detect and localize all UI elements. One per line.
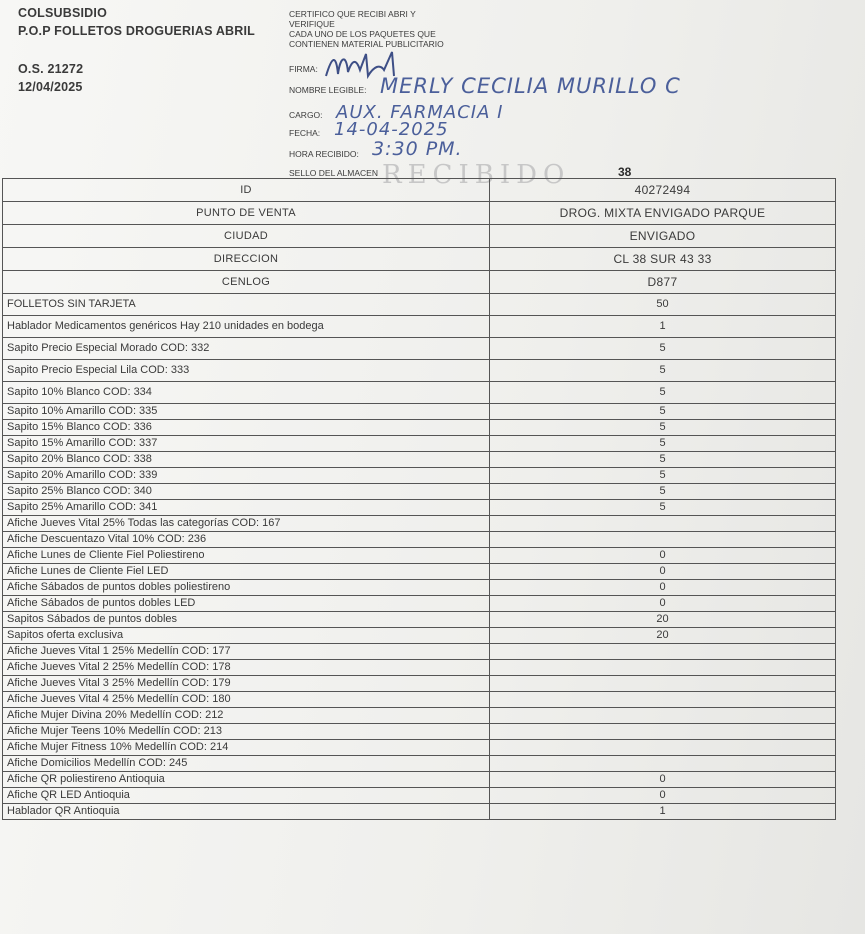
item-label: Sapito 10% Blanco COD: 334 — [3, 382, 490, 404]
item-label: Sapito 25% Amarillo COD: 341 — [3, 500, 490, 516]
item-quantity — [490, 644, 836, 660]
item-quantity — [490, 692, 836, 708]
item-quantity: 5 — [490, 452, 836, 468]
item-label: Sapito 15% Blanco COD: 336 — [3, 420, 490, 436]
item-quantity: 0 — [490, 548, 836, 564]
item-label: Afiche Descuentazo Vital 10% COD: 236 — [3, 532, 490, 548]
item-label: Afiche Lunes de Cliente Fiel Poliestireno — [3, 548, 490, 564]
item-row — [3, 772, 836, 788]
item-row — [3, 596, 836, 612]
item-row — [3, 468, 836, 484]
item-row — [3, 500, 836, 516]
info-row — [3, 271, 836, 294]
info-row — [3, 179, 836, 202]
item-quantity: 5 — [490, 360, 836, 382]
document-date: 12/04/2025 — [18, 80, 83, 94]
info-value: ENVIGADO — [490, 225, 836, 248]
item-label: Sapito 25% Blanco COD: 340 — [3, 484, 490, 500]
item-row — [3, 382, 836, 404]
item-label: Afiche Mujer Fitness 10% Medellín COD: 214 — [3, 740, 490, 756]
certificate-line: VERIFIQUE — [289, 19, 335, 29]
item-label: Sapitos Sábados de puntos dobles — [3, 612, 490, 628]
fecha-label: FECHA: — [289, 128, 321, 138]
item-row — [3, 338, 836, 360]
item-label: FOLLETOS SIN TARJETA — [3, 294, 490, 316]
item-row — [3, 420, 836, 436]
document-header — [18, 4, 255, 96]
item-row — [3, 628, 836, 644]
item-quantity — [490, 660, 836, 676]
item-quantity — [490, 516, 836, 532]
firma-label: FIRMA: — [289, 64, 318, 74]
item-row — [3, 360, 836, 382]
info-value: DROG. MIXTA ENVIGADO PARQUE — [490, 202, 836, 225]
item-quantity: 0 — [490, 580, 836, 596]
info-row — [3, 202, 836, 225]
item-quantity: 5 — [490, 500, 836, 516]
item-quantity: 5 — [490, 404, 836, 420]
item-quantity — [490, 724, 836, 740]
item-row — [3, 724, 836, 740]
item-label: Afiche QR poliestireno Antioquia — [3, 772, 490, 788]
item-row — [3, 756, 836, 772]
item-row — [3, 612, 836, 628]
item-label: Afiche Jueves Vital 1 25% Medellín COD: 177 — [3, 644, 490, 660]
item-row — [3, 484, 836, 500]
cargo-handwritten: AUX. FARMACIA I — [336, 102, 504, 123]
sello-label: SELLO DEL ALMACEN — [289, 168, 378, 178]
item-row — [3, 644, 836, 660]
info-row — [3, 248, 836, 271]
item-quantity: 1 — [490, 316, 836, 338]
item-quantity: 0 — [490, 596, 836, 612]
item-label: Afiche Jueves Vital 3 25% Medellín COD: 179 — [3, 676, 490, 692]
certificate-line: CADA UNO DE LOS PAQUETES QUE — [289, 29, 436, 39]
item-quantity: 0 — [490, 788, 836, 804]
info-label: CIUDAD — [3, 225, 490, 248]
item-row — [3, 436, 836, 452]
item-row — [3, 316, 836, 338]
item-label: Sapito 15% Amarillo COD: 337 — [3, 436, 490, 452]
item-label: Afiche Domicilios Medellín COD: 245 — [3, 756, 490, 772]
item-quantity — [490, 532, 836, 548]
item-row — [3, 804, 836, 820]
item-quantity: 0 — [490, 564, 836, 580]
item-label: Sapito Precio Especial Morado COD: 332 — [3, 338, 490, 360]
nombre-label: NOMBRE LEGIBLE: — [289, 85, 367, 95]
item-row — [3, 580, 836, 596]
item-label: Afiche Jueves Vital 2 25% Medellín COD: 178 — [3, 660, 490, 676]
item-label: Afiche Mujer Teens 10% Medellín COD: 213 — [3, 724, 490, 740]
item-quantity: 5 — [490, 484, 836, 500]
item-label: Afiche Jueves Vital 25% Todas las categorías COD: 167 — [3, 516, 490, 532]
nombre-handwritten: MERLY CECILIA MURILLO C — [380, 74, 681, 98]
item-label: Afiche Jueves Vital 4 25% Medellín COD: 180 — [3, 692, 490, 708]
item-label: Afiche Mujer Divina 20% Medellín COD: 212 — [3, 708, 490, 724]
item-quantity: 5 — [490, 436, 836, 452]
item-label: Sapito 10% Amarillo COD: 335 — [3, 404, 490, 420]
document-subtitle: P.O.P FOLLETOS DROGUERIAS ABRIL — [18, 24, 256, 38]
company-name: COLSUBSIDIO — [18, 6, 108, 20]
item-quantity — [490, 740, 836, 756]
info-row — [3, 225, 836, 248]
item-row — [3, 788, 836, 804]
item-row — [3, 532, 836, 548]
item-label: Sapito Precio Especial Lila COD: 333 — [3, 360, 490, 382]
item-quantity: 5 — [490, 468, 836, 484]
item-row — [3, 516, 836, 532]
item-row — [3, 708, 836, 724]
certificate-line: CONTIENEN MATERIAL PUBLICITARIO — [289, 39, 444, 49]
received-stamp: RECIBIDO — [382, 160, 571, 190]
info-label: PUNTO DE VENTA — [3, 202, 490, 225]
info-section — [3, 179, 836, 294]
order-number: O.S. 21272 — [18, 62, 84, 76]
item-quantity: 5 — [490, 382, 836, 404]
hora-handwritten: 3:30 PM. — [372, 138, 463, 160]
certificate-text — [289, 9, 444, 49]
item-quantity — [490, 756, 836, 772]
items-section — [3, 294, 836, 820]
item-label: Hablador Medicamentos genéricos Hay 210 unidades en bodega — [3, 316, 490, 338]
info-value: CL 38 SUR 43 33 — [490, 248, 836, 271]
item-row — [3, 740, 836, 756]
item-label: Sapito 20% Amarillo COD: 339 — [3, 468, 490, 484]
item-quantity: 20 — [490, 628, 836, 644]
item-label: Afiche QR LED Antioquia — [3, 788, 490, 804]
item-quantity: 50 — [490, 294, 836, 316]
item-row — [3, 660, 836, 676]
certificate-line: CERTIFICO QUE RECIBI ABRI Y — [289, 9, 416, 19]
info-label: DIRECCION — [3, 248, 490, 271]
item-quantity: 20 — [490, 612, 836, 628]
delivery-table — [2, 178, 836, 820]
cargo-label: CARGO: — [289, 110, 323, 120]
info-label: ID — [3, 179, 490, 202]
item-row — [3, 294, 836, 316]
info-label: CENLOG — [3, 271, 490, 294]
item-label: Afiche Sábados de puntos dobles LED — [3, 596, 490, 612]
hora-label: HORA RECIBIDO: — [289, 149, 359, 159]
item-label: Afiche Lunes de Cliente Fiel LED — [3, 564, 490, 580]
item-quantity — [490, 708, 836, 724]
item-row — [3, 692, 836, 708]
item-label: Hablador QR Antioquia — [3, 804, 490, 820]
info-value: 40272494 — [490, 179, 836, 202]
info-value: D877 — [490, 271, 836, 294]
fecha-handwritten: 14-04-2025 — [334, 119, 449, 140]
item-quantity: 0 — [490, 772, 836, 788]
item-quantity — [490, 676, 836, 692]
item-label: Afiche Sábados de puntos dobles poliestireno — [3, 580, 490, 596]
item-row — [3, 564, 836, 580]
item-row — [3, 676, 836, 692]
item-label: Sapito 20% Blanco COD: 338 — [3, 452, 490, 468]
item-row — [3, 404, 836, 420]
item-label: Sapitos oferta exclusiva — [3, 628, 490, 644]
item-row — [3, 548, 836, 564]
item-quantity: 1 — [490, 804, 836, 820]
item-row — [3, 452, 836, 468]
item-quantity: 5 — [490, 420, 836, 436]
item-quantity: 5 — [490, 338, 836, 360]
document-number: 38 — [618, 165, 632, 179]
